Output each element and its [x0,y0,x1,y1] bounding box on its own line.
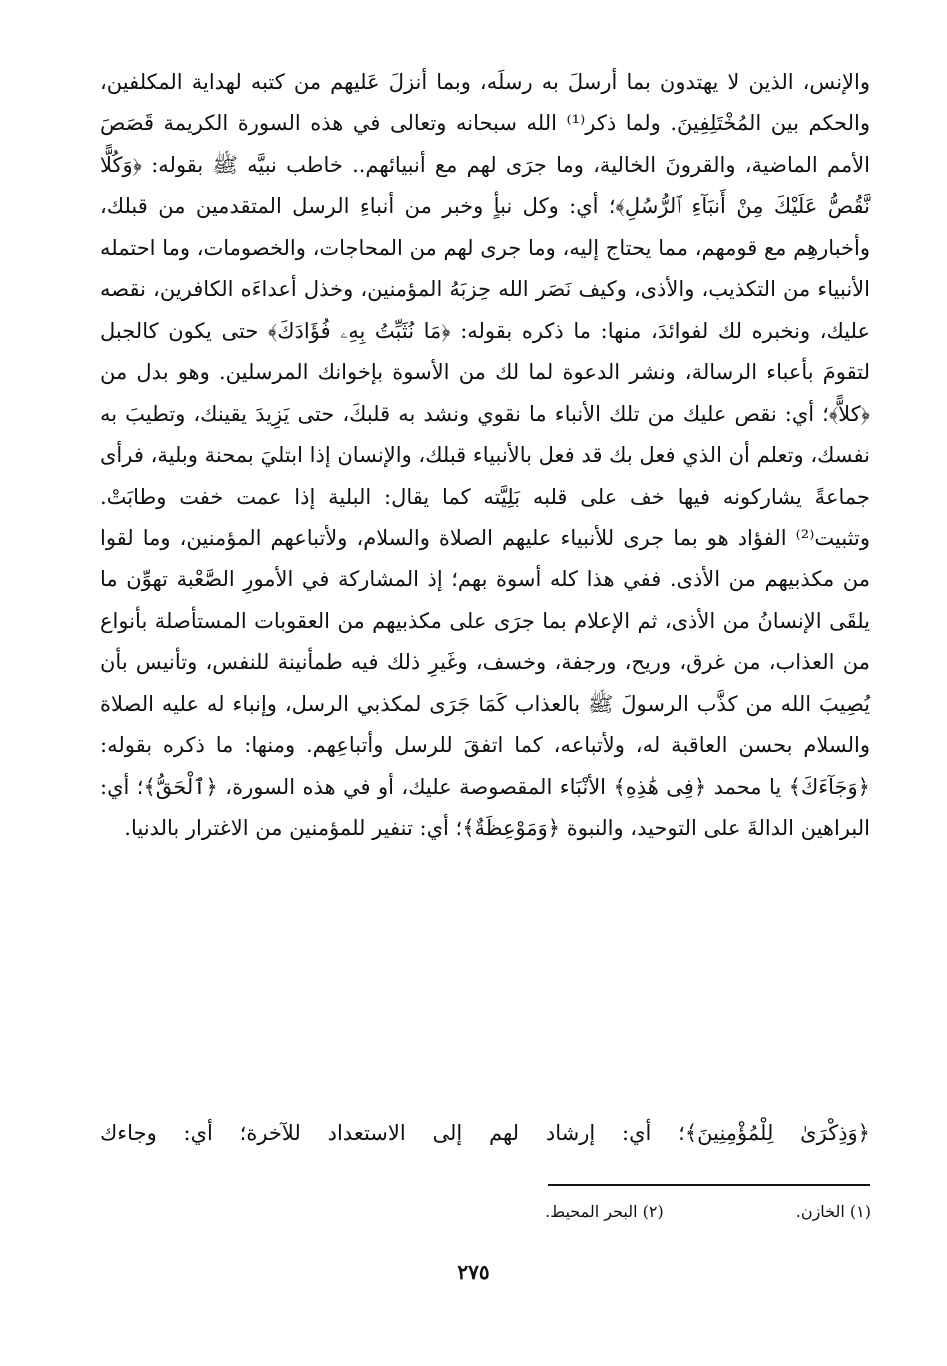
footnotes [545,1200,871,1224]
footnote-separator [548,1184,870,1186]
main-text-block [100,62,870,850]
footnote-2: (٢) البحر المحيط. [545,1202,664,1221]
final-paragraph-line: ﴿وَذِكْرَىٰ لِلْمُؤْمِنِينَ﴾؛ أي: إرشاد لهم إلى الاستعداد للآخرة؛ أي: وجاءك [100,1121,870,1145]
page-number: ٢٧٥ [457,1260,490,1284]
footnote-1: (١) الخازن. [795,1202,871,1221]
main-paragraph: والإنس، الذين لا يهتدون بما أرسلَ به رسلَه، وبما أنزلَ عَليهم من كتبه لهداية المكلفين، والحكم بين المُخْتَلِفِينَ. ولما ذكر⁽¹⁾ الله سبحانه وتعالى في هذه السورة الكريمة قَصَصَ الأمم الماضية، والقرونَ الخالية، وما جرَى لهم مع أنبيائهم.. خاطب نبيَّه ﷺ بقوله: ﴿وَكُلًّا نَّقُصُّ عَلَيْكَ مِنْ أَنبَآءِ ٱلرُّسُلِ﴾؛ أي: وكل نبأٍ وخبر من أنباءِ الرسل المتقدمين من قبلك، وأخبارهِم مع قومهم، مما يحتاج إليه، وما جرى لهم من المحاجات، والخصومات، وما احتمله الأنبياء من التكذيب، والأذى، وكيف نَصَر الله حِزبَهُ المؤمنين، وخذل أعداءَه الكافرين، نقصه عليك، ونخبره لك لفوائدَ، منها: ما ذكره بقوله: ﴿مَا نُثَبِّتُ بِهِۦ فُؤَادَكَ﴾ حتى يكون كالجبل لتقومَ بأعباء الرسالة، ونشر الدعوة لما لك من الأسوة بإخوانك المرسلين. وهو بدل من ﴿كلاًّ﴾؛ أي: نقص عليك من تلك الأنباء ما نقوي ونشد به قلبكَ، حتى يَزِيدَ يقينك، وتطيبَ به نفسك، وتعلم أن الذي فعل بك قد فعل بالأنبياء قبلك، والإنسان إذا ابتليَ بمحنة وبلية، فرأى جماعةً يشاركونه فيها خف على قلبه بَلِيَّته كما يقال: البلية إذا عمت خفت وطابَتْ. وتثبيت⁽²⁾ الفؤاد هو بما جرى للأنبياء عليهم الصلاة والسلام، ولأتباعهم المؤمنين، وما لقوا من مكذبيهم من الأذى. ففي هذا كله أسوة بهم؛ إذ المشاركة في الأمورِ الصَّعْبة تهوِّن ما يلقَى الإنسانُ من الأذى، ثم الإعلام بما جرَى على مكذبيهم من العقوبات المستأصلة بأنواع من العذاب، من غرق، وريح، ورجفة، وخسف، وغَيرِ ذلك فيه طمأنينة للنفس، وتأنيس بأن يُصِيبَ الله من كذَّب الرسولَ ﷺ بالعذاب كَمَا جَرَى لمكذبي الرسل، وإنباء له عليه الصلاة والسلام بحسن العاقبة له، ولأتباعه، كما اتفقَ للرسل وأتباعِهم. ومنها: ما ذكره بقوله: ﴿وَجَآءَكَ﴾ يا محمد ﴿فِى هَٰذِهِ﴾ الأنْبَاء المقصوصة عليك، أو في هذه السورة، ﴿ٱلْحَقُّ﴾؛ أي: البراهين الدالةَ على التوحيد، والنبوة ﴿وَمَوْعِظَةٌ﴾؛ أي: تنفير للمؤمنين من الاغترار بالدنيا. [100,70,870,841]
